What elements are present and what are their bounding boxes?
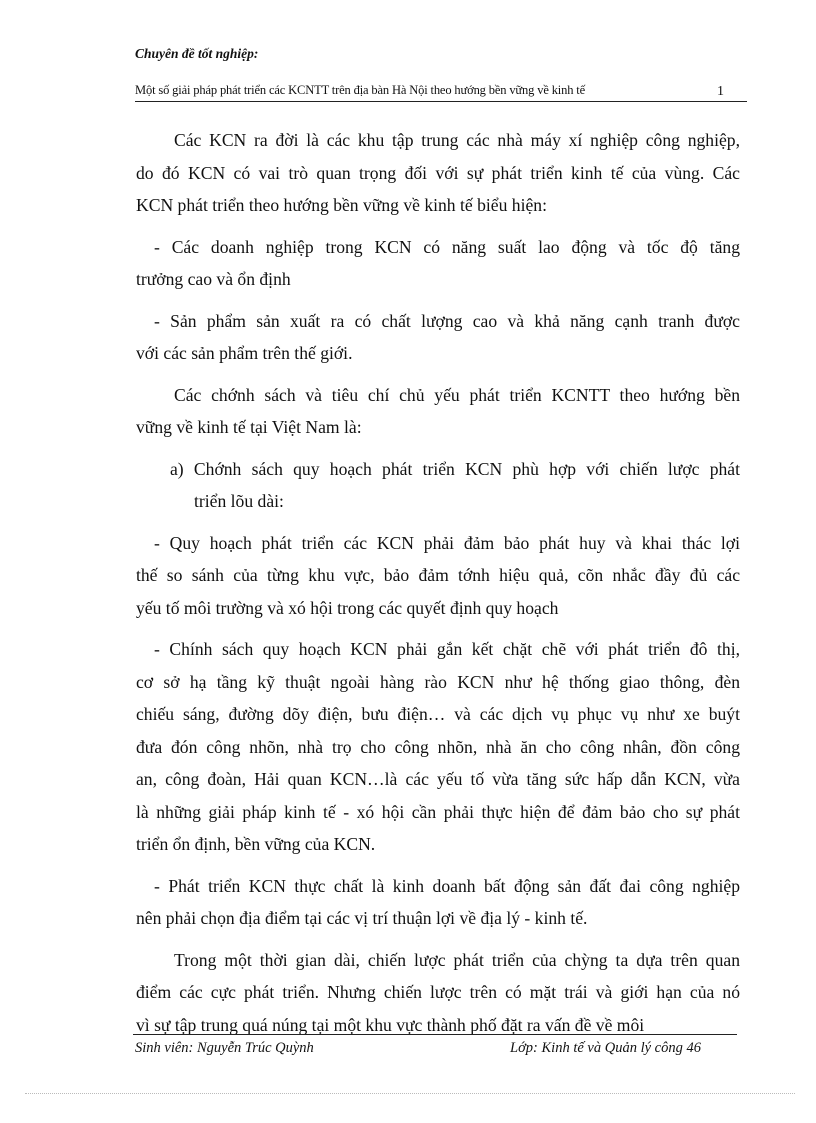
text-line: KCN phát triển theo hướng bền vững về kinh tế biểu hiện: (136, 195, 547, 215)
text-line: thế so sánh của từng khu vực, bảo đảm tớnh hiệu quả, cõn nhắc đầy đủ các (136, 565, 740, 585)
text-line: cơ sở hạ tầng kỹ thuật ngoài hàng rào KCN như hệ thống giao thông, đèn (136, 671, 740, 692)
page-bottom-border (25, 1093, 795, 1094)
paragraph (136, 379, 740, 444)
text-line: - Các doanh nghiệp trong KCN có năng suất lao động và tốc độ tăng (154, 236, 740, 257)
text-line: chiếu sáng, đường dõy điện, bưu điện… và các dịch vụ phục vụ như xe buýt (136, 704, 740, 724)
text-line: vì sự tập trung quá núng tại một khu vực thành phố đặt ra vấn đề về môi (136, 1014, 645, 1035)
text-line: đưa đón công nhõn, nhà trọ cho công nhõn, nhà ăn cho công nhân, đồn công (136, 736, 740, 757)
paragraph (136, 305, 740, 370)
text-line: - Chính sách quy hoạch KCN phải gắn kết chặt chẽ với phát triển đô thị, (154, 639, 740, 659)
paragraph (136, 527, 740, 625)
footer-rule (133, 1034, 737, 1035)
text-line: với các sản phẩm trên thế giới. (136, 343, 353, 363)
text-line: - Quy hoạch phát triển các KCN phải đảm bảo phát huy và khai thác lợi (154, 532, 740, 553)
paragraph (136, 453, 740, 518)
document-body (136, 124, 740, 1050)
text-line: nên phải chọn địa điểm tại các vị trí thuận lợi về địa lý - kinh tế. (136, 908, 588, 928)
text-line: Các chớnh sách và tiêu chí chủ yếu phát triển KCNTT theo hướng bền (174, 384, 740, 405)
paragraph (136, 944, 740, 1042)
paragraph (136, 124, 740, 222)
text-line: triển ổn định, bền vững của KCN. (136, 834, 376, 854)
paragraph (136, 231, 740, 296)
text-line: điểm các cực phát triển. Nhưng chiến lược trên có mặt trái và giới hạn của nó (136, 982, 740, 1002)
text-line: yếu tố môi trường và xó hội trong các quyết định quy hoạch (136, 597, 559, 618)
text-line: an, công đoàn, Hải quan KCN…là các yếu tố vừa tăng sức hấp dẫn KCN, vừa (136, 769, 740, 789)
text-line: trưởng cao và ổn định (136, 269, 291, 289)
text-line: a) Chớnh sách quy hoạch phát triển KCN phù hợp với chiến lược phát (170, 458, 740, 479)
text-line: Trong một thời gian dài, chiến lược phát triển của chỳng ta dựa trên quan (174, 949, 740, 970)
paragraph (136, 633, 740, 861)
page-header (135, 46, 750, 99)
text-line: Các KCN ra đời là các khu tập trung các nhà máy xí nghiệp công nghiệp, (174, 130, 740, 150)
text-line: - Phát triển KCN thực chất là kinh doanh bất động sản đất đai công nghiệp (154, 875, 740, 896)
text-line: triển lõu dài: (194, 491, 284, 511)
text-line: vững về kinh tế tại Việt Nam là: (136, 417, 362, 437)
paragraph (136, 870, 740, 935)
text-line: do đó KCN có vai trò quan trọng đối với sự phát triển kinh tế của vùng. Các (136, 162, 740, 183)
text-line: là những giải pháp kinh tế - xó hội cần phải thực hiện để đảm bảo cho sự phát (136, 801, 740, 822)
header-title: Chuyên đề tốt nghiệp: (135, 46, 259, 61)
footer-student: Sinh viên: Nguyễn Trúc Quỳnh (135, 1040, 314, 1056)
header-subtitle: Một số giải pháp phát triển các KCNTT trên địa bàn Hà Nội theo hướng bền vững về kinh tế (135, 83, 586, 97)
footer-class: Lớp: Kinh tế và Quản lý công 46 (510, 1040, 701, 1056)
text-line: - Sản phẩm sản xuất ra có chất lượng cao và khả năng cạnh tranh được (154, 310, 740, 331)
page-number: 1 (717, 84, 724, 99)
